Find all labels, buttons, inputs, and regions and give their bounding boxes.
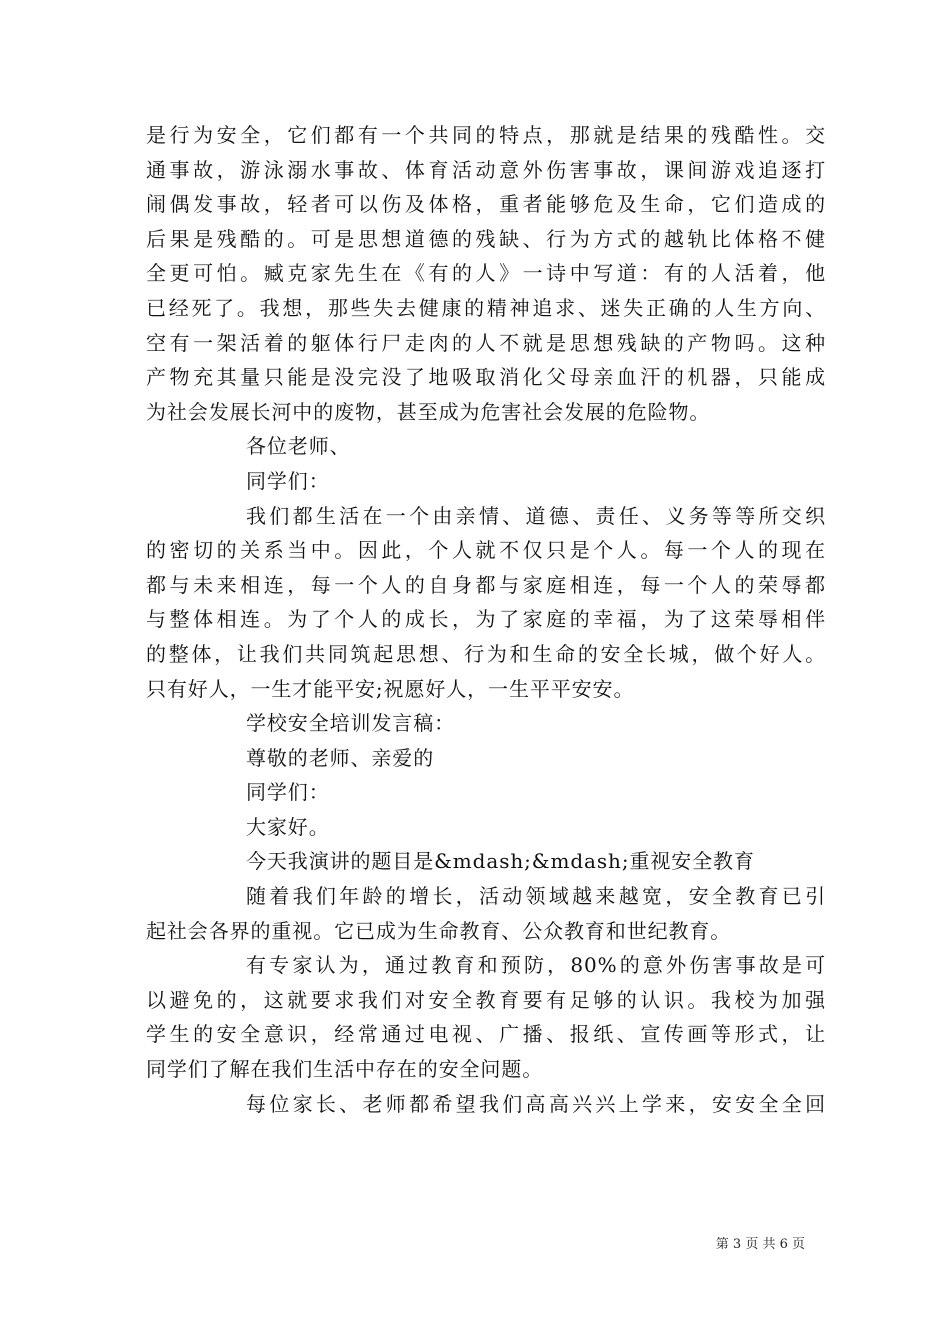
paragraph-first-line: 我们都生活在一个由亲情、道德、责任、义务等等所交织: [246, 503, 826, 528]
text-line: 后果是残酷的。可是思想道德的残缺、行为方式的越轨比体格不健: [146, 226, 826, 251]
salutation-line: 尊敬的老师、亲爱的: [246, 745, 435, 770]
section-title-line: 学校安全培训发言稿：: [246, 711, 455, 736]
text-line: 以避免的，这就要求我们对安全教育要有足够的认识。我校为加强: [146, 987, 826, 1012]
text-line: 起社会各界的重视。它已成为生命教育、公众教育和世纪教育。: [146, 918, 732, 943]
paragraph-first-line: 有专家认为，通过教育和预防，80%的意外伤害事故是可: [246, 953, 826, 978]
text-line: 通事故，游泳溺水事故、体育活动意外伤害事故，课间游戏追逐打: [146, 157, 826, 182]
text-line: 闹偶发事故，轻者可以伤及体格，重者能够危及生命，它们造成的: [146, 192, 826, 217]
paragraph-first-line: 每位家长、老师都希望我们高高兴兴上学来，安安全全回: [246, 1091, 826, 1116]
text-line: 学生的安全意识，经常通过电视、广播、报纸、宣传画等形式，让: [146, 1022, 826, 1047]
text-line: 同学们了解在我们生活中存在的安全问题。: [146, 1057, 544, 1082]
text-line: 都与未来相连，每一个人的自身都与家庭相连，每一个人的荣辱都: [146, 572, 826, 597]
text-line: 的密切的关系当中。因此，个人就不仅只是个人。每一个人的现在: [146, 538, 826, 563]
text-line: 空有一架活着的躯体行尸走肉的人不就是思想残缺的产物吗。这种: [146, 330, 826, 355]
page-number-footer: 第 3 页 共 6 页: [715, 1237, 805, 1252]
text-line: 产物充其量只能是没完没了地吸取消化父母亲血汗的机器，只能成: [146, 365, 826, 390]
text-line: 的整体，让我们共同筑起思想、行为和生命的安全长城，做个好人。: [146, 641, 826, 666]
text-line: 已经死了。我想，那些失去健康的精神追求、迷失正确的人生方向、: [146, 295, 826, 320]
document-body: [146, 118, 826, 1121]
salutation-line: 同学们：: [246, 468, 330, 493]
topic-line: 今天我演讲的题目是&mdash;&mdash;重视安全教育: [246, 849, 755, 874]
text-line: 是行为安全，它们都有一个共同的特点，那就是结果的残酷性。交: [146, 123, 826, 147]
text-line: 全更可怕。臧克家先生在《有的人》一诗中写道：有的人活着，他: [146, 261, 826, 286]
greeting-line: 大家好。: [246, 814, 330, 839]
text-line: 与整体相连。为了个人的成长，为了家庭的幸福，为了这荣辱相伴: [146, 607, 826, 632]
salutation-line: 各位老师、: [246, 434, 351, 459]
salutation-line: 同学们：: [246, 780, 330, 805]
text-line: 只有好人，一生才能平安;祝愿好人，一生平平安安。: [146, 676, 635, 701]
paragraph-first-line: 随着我们年龄的增长，活动领域越来越宽，安全教育已引: [246, 884, 826, 909]
text-line: 为社会发展长河中的废物，甚至成为危害社会发展的危险物。: [146, 399, 711, 424]
